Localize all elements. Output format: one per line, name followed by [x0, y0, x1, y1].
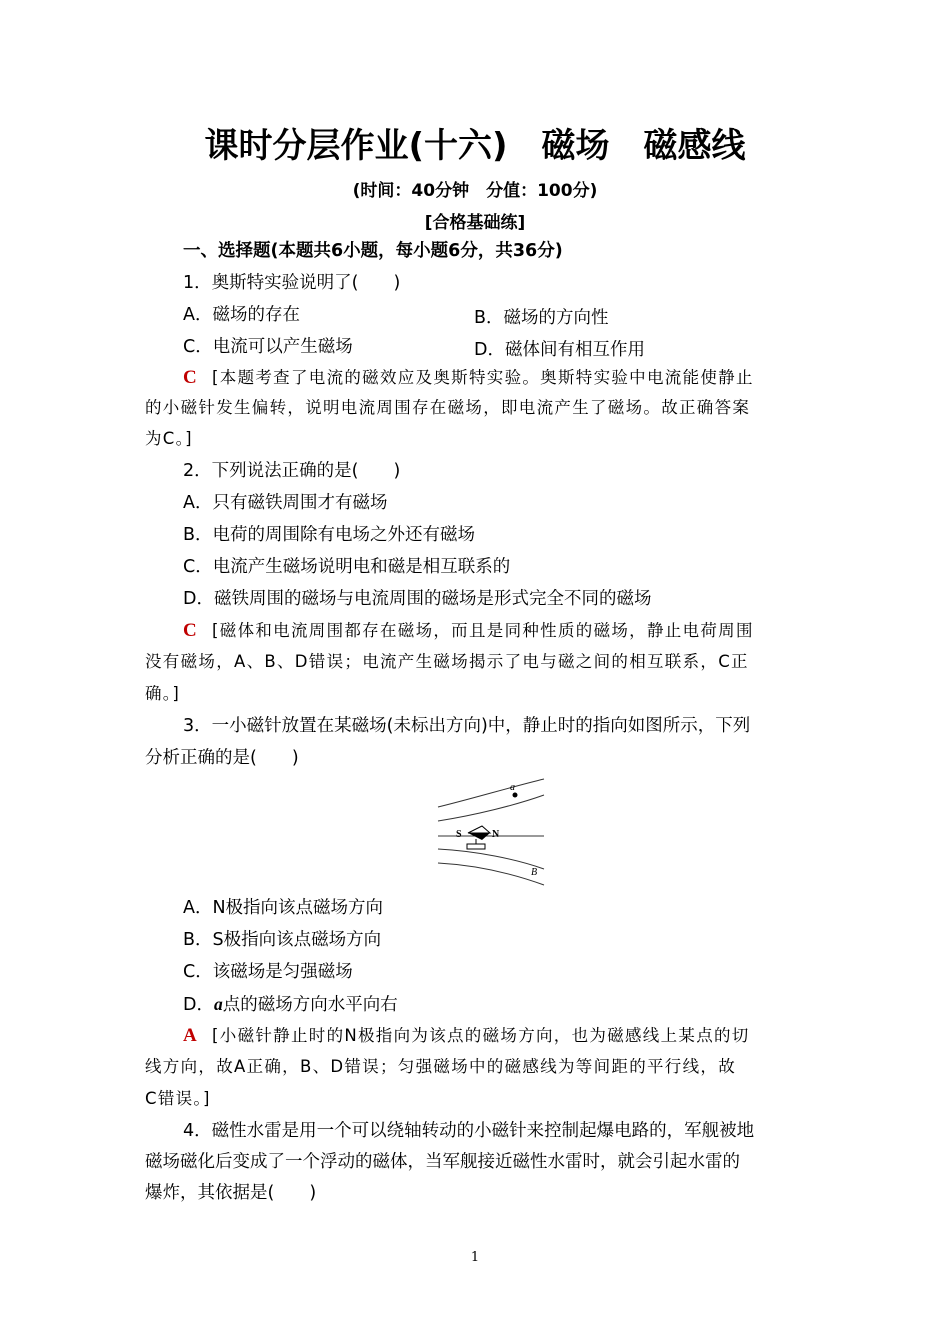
page-title: 课时分层作业(十六) 磁场 磁感线	[204, 126, 746, 166]
q2-stem: 2．下列说法正确的是( )	[183, 461, 401, 481]
section-heading: [合格基础练]	[424, 213, 526, 233]
q1-option-a: A．磁场的存在	[183, 305, 300, 325]
q2-answer: C	[183, 620, 199, 641]
q1-stem: 1．奥斯特实验说明了( )	[183, 273, 401, 293]
q2-option-d: D．磁铁周围的磁场与电流周围的磁场是形式完全不同的磁场	[183, 589, 652, 609]
q2-option-a: A．只有磁铁周围才有磁场	[183, 493, 388, 513]
page-number: 1	[470, 1250, 480, 1265]
field-b-label: B	[531, 867, 538, 878]
magnetic-field-figure	[436, 777, 548, 887]
q1-explanation-line1: C [本题考查了电流的磁效应及奥斯特实验。奥斯特实验中电流能使静止	[183, 367, 754, 388]
q3-option-d: D．a点的磁场方向水平向右	[183, 994, 398, 1015]
point-a-label: a	[510, 782, 515, 793]
q1-option-b: B．磁场的方向性	[474, 308, 609, 328]
q1-option-d: D．磁体间有相互作用	[474, 340, 645, 360]
q3-option-a: A．N极指向该点磁场方向	[183, 898, 384, 918]
q1-answer: C	[183, 367, 199, 388]
q1-explanation-line3: 为C。]	[145, 429, 193, 448]
part-heading: 一、选择题(本题共6小题，每小题6分，共36分)	[183, 241, 563, 261]
q4-stem-line3: 爆炸，其依据是( )	[145, 1183, 317, 1203]
q2-explanation-line2: 没有磁场，A、B、D错误；电流产生磁场揭示了电与磁之间的相互联系，C正	[145, 652, 749, 671]
time-score: (时间：40分钟 分值：100分)	[352, 181, 598, 201]
q2-option-b: B．电荷的周围除有电场之外还有磁场	[183, 525, 476, 545]
q2-explanation-line1: C [磁体和电流周围都存在磁场，而且是同种性质的磁场，静止电荷周围	[183, 620, 754, 641]
q3-option-c: C．该磁场是匀强磁场	[183, 962, 353, 982]
q2-explanation-line3: 确。]	[145, 684, 181, 703]
needle-s-half	[468, 826, 490, 833]
pole-n-label: N	[492, 829, 500, 840]
field-line-upper	[438, 795, 544, 821]
needle-base	[467, 844, 485, 849]
q3-stem-line2: 分析正确的是( )	[145, 748, 299, 768]
field-line-bottom	[438, 863, 544, 885]
q2-option-c: C．电流产生磁场说明电和磁是相互联系的	[183, 557, 511, 577]
field-line-lower	[438, 849, 544, 869]
q4-stem-line2: 磁场磁化后变成了一个浮动的磁体，当军舰接近磁性水雷时，就会引起水雷的	[145, 1152, 740, 1172]
q1-option-c: C．电流可以产生磁场	[183, 337, 353, 357]
q4-stem-line1: 4．磁性水雷是用一个可以绕轴转动的小磁针来控制起爆电路的，军舰被地	[183, 1121, 755, 1141]
q3-explanation-line2: 线方向，故A正确，B、D错误；匀强磁场中的磁感线为等间距的平行线，故	[145, 1057, 737, 1076]
q3-explanation-line3: C错误。]	[145, 1089, 211, 1108]
q3-option-b: B．S极指向该点磁场方向	[183, 930, 382, 950]
q1-explanation-line2: 的小磁针发生偏转，说明电流周围存在磁场，即电流产生了磁场。故正确答案	[145, 398, 751, 417]
q3-answer: A	[183, 1025, 199, 1046]
field-line-top	[438, 779, 544, 807]
pole-s-label: S	[456, 829, 462, 840]
point-a-marker	[513, 793, 518, 798]
q3-explanation-line1: A [小磁针静止时的N极指向为该点的磁场方向，也为磁感线上某点的切	[183, 1025, 750, 1046]
q3-stem-line1: 3．一小磁针放置在某磁场(未标出方向)中，静止时的指向如图所示，下列	[183, 716, 751, 736]
